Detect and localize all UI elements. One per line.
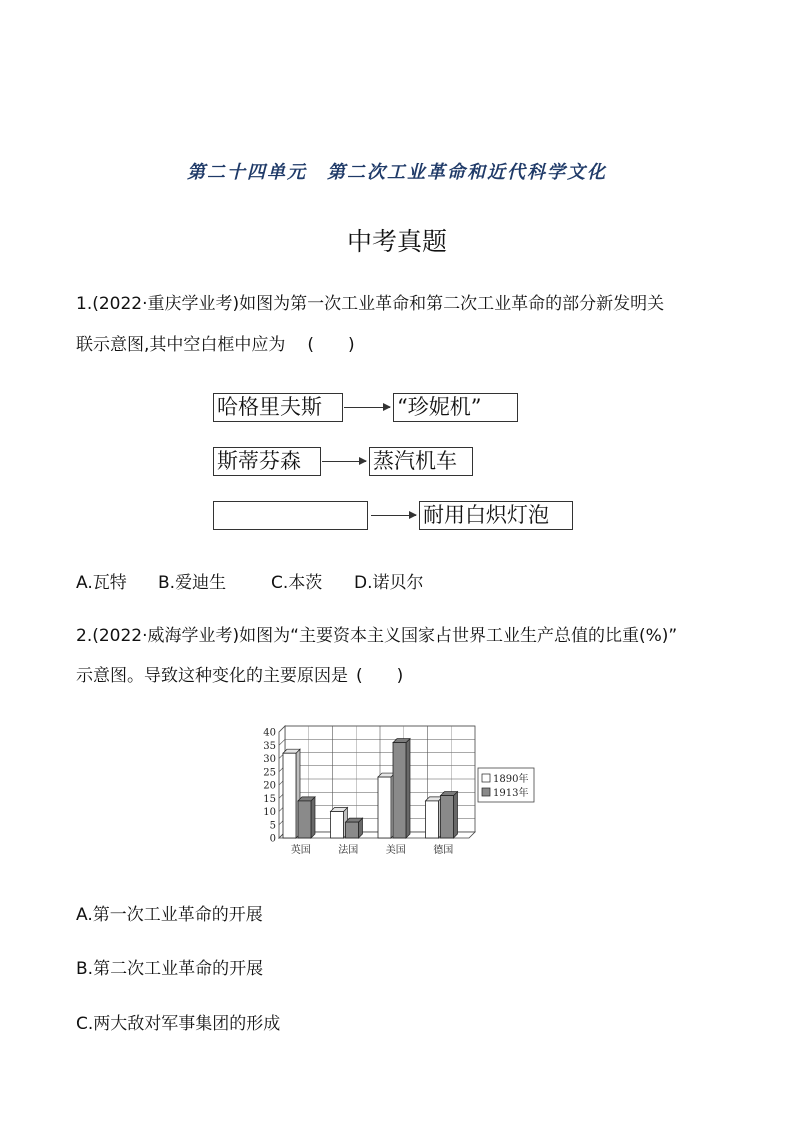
bar — [331, 812, 344, 839]
bar-side — [406, 739, 410, 838]
x-category-label: 美国 — [385, 845, 406, 856]
question-1-stem-end: 联示意图,其中空白框中应为 — [76, 335, 286, 355]
bar — [346, 822, 359, 838]
bar-side — [454, 792, 458, 838]
section-title: 中考真题 — [346, 227, 447, 256]
y-tick-label: 5 — [269, 820, 276, 832]
question-2-text-line2 — [76, 665, 403, 687]
diagram-box-blank — [213, 501, 368, 530]
arrow-icon — [344, 407, 390, 408]
bar — [298, 801, 311, 838]
arrow-icon — [322, 461, 366, 462]
bar — [426, 801, 439, 838]
y-tick-label: 30 — [263, 754, 276, 765]
bar-side — [311, 797, 315, 838]
question-1-options — [76, 568, 424, 593]
bar — [441, 796, 454, 838]
diagram-box-invention-1: “珍妮机” — [393, 393, 518, 422]
bar — [283, 753, 296, 838]
y-tick-label: 35 — [263, 740, 276, 752]
option-b[interactable]: B.爱迪生 — [158, 573, 227, 593]
industrial-share-bar-chart — [250, 722, 540, 862]
question-1-text-line2 — [76, 334, 355, 356]
arrow-icon — [371, 515, 416, 516]
question-2-stem-end: 示意图。导致这种变化的主要原因是 — [76, 666, 348, 686]
unit-title: 第二十四单元 第二次工业革命和近代科学文化 — [187, 162, 607, 183]
question-2-text-line1: 2.(2022·威海学业考)如图为“主要资本主义国家占世界工业生产总值的比重(%)” — [76, 626, 678, 646]
diagram-box-inventor-1: 哈格里夫斯 — [213, 393, 343, 422]
question-2-option-a[interactable]: A.第一次工业革命的开展 — [76, 905, 263, 925]
option-d[interactable]: D.诺贝尔 — [354, 573, 424, 593]
y-tick-label: 15 — [263, 793, 276, 805]
y-tick-label: 20 — [263, 780, 276, 792]
y-tick-label: 25 — [263, 767, 276, 779]
legend-label: 1913年 — [493, 788, 529, 799]
question-2-option-c[interactable]: C.两大敌对军事集团的形成 — [76, 1014, 281, 1034]
y-tick-label: 40 — [263, 727, 276, 739]
diagram-box-inventor-2: 斯蒂芬森 — [213, 447, 321, 476]
option-c[interactable]: C.本茨 — [271, 573, 323, 593]
diagram-box-invention-2: 蒸汽机车 — [369, 447, 473, 476]
legend-swatch — [482, 774, 490, 782]
bar — [393, 743, 406, 838]
x-category-label: 德国 — [433, 845, 454, 856]
legend-swatch — [482, 788, 490, 796]
option-a[interactable]: A.瓦特 — [76, 573, 127, 593]
x-category-label: 法国 — [338, 845, 359, 856]
bar — [378, 777, 391, 838]
diagram-box-invention-3: 耐用白炽灯泡 — [419, 501, 573, 530]
x-category-label: 英国 — [290, 845, 311, 856]
y-tick-label: 0 — [269, 833, 276, 845]
legend-label: 1890年 — [493, 774, 529, 785]
y-tick-label: 10 — [263, 807, 276, 818]
answer-bracket: ( ) — [356, 666, 404, 686]
answer-bracket: ( ) — [307, 335, 355, 355]
question-1-text-line1: 1.(2022·重庆学业考)如图为第一次工业革命和第二次工业革命的部分新发明关 — [76, 294, 665, 314]
question-2-option-b[interactable]: B.第二次工业革命的开展 — [76, 959, 264, 979]
